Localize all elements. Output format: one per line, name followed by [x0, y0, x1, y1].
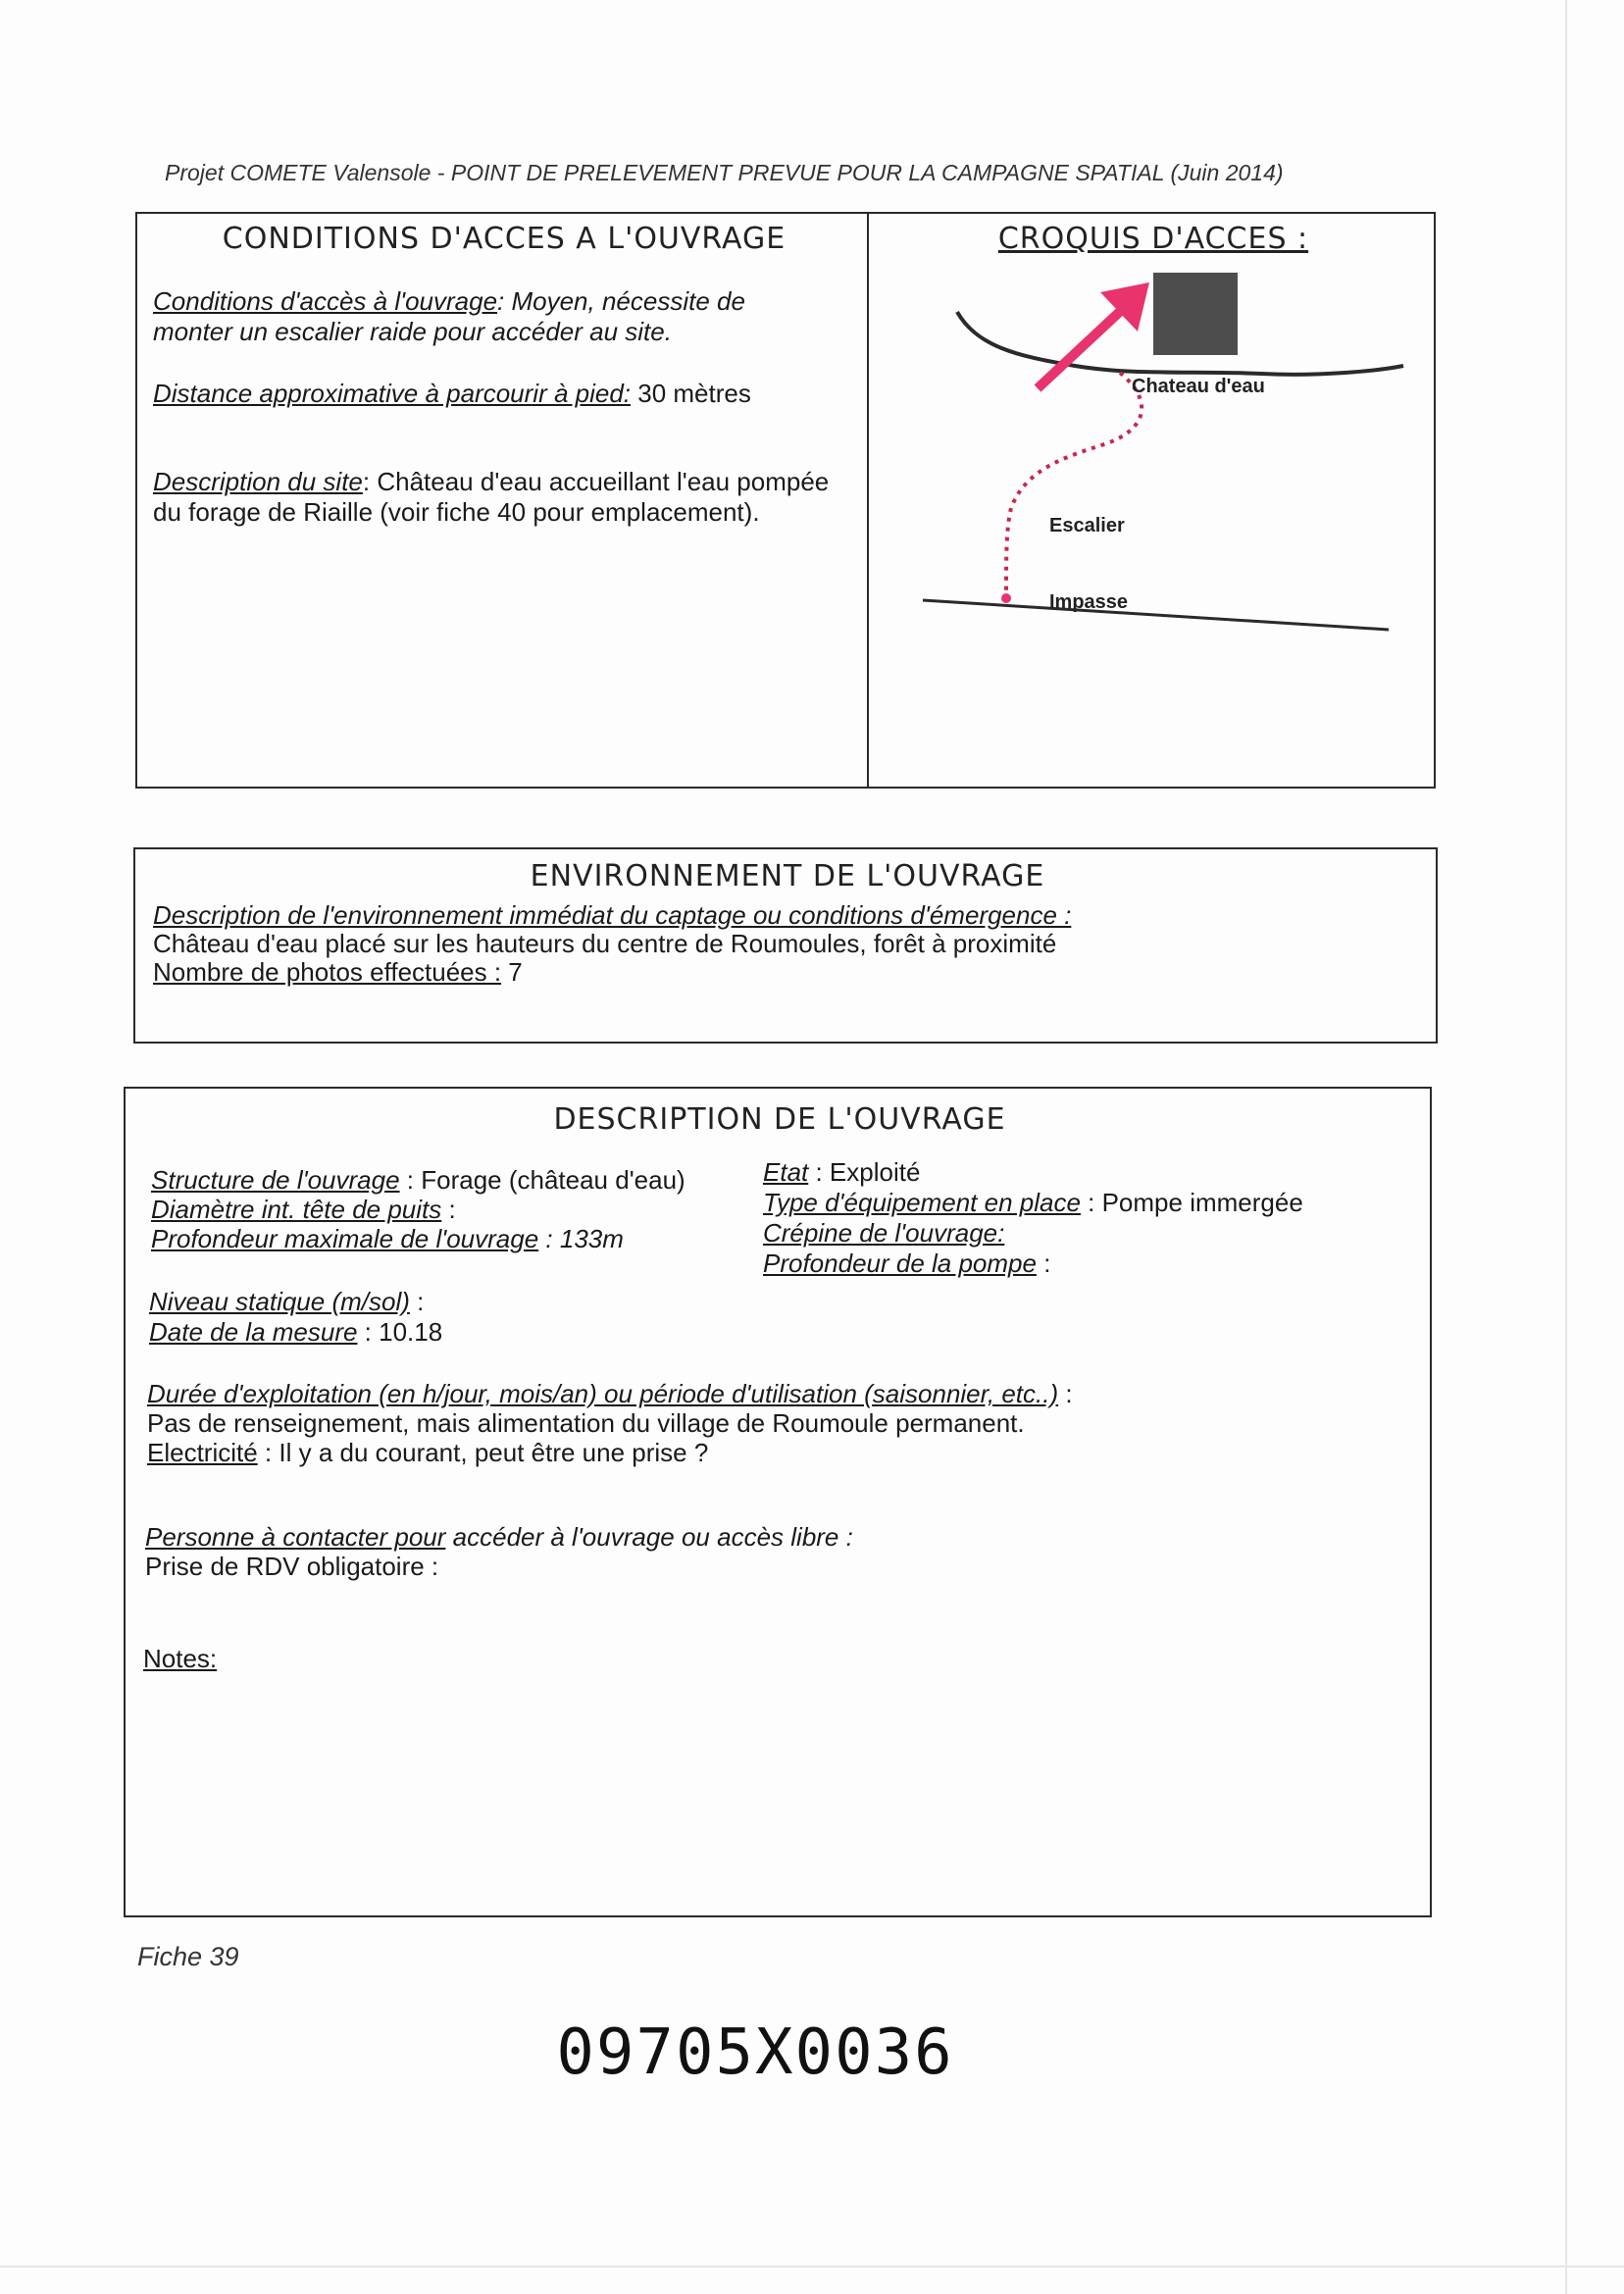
distance-line — [153, 379, 859, 409]
cul-de-sac-label: Impasse — [1049, 591, 1129, 613]
site-value: : Château d'eau accueillant l'eau pompée du forage de Riaille (voir fiche 40 pour emplacement). — [153, 467, 830, 527]
photos-count-line — [153, 957, 1418, 988]
access-conditions-heading: CONDITIONS D'ACCES A L'OUVRAGE — [222, 222, 787, 256]
state-line: Etat : Exploité — [763, 1157, 921, 1187]
scan-edge-bottom — [0, 2266, 1624, 2268]
access-sketch-heading: CROQUIS D'ACCES : — [997, 222, 1309, 256]
access-conditions-text — [153, 286, 820, 347]
access-value: : Moyen, nécessite de monter un escalier raide pour accéder au site. — [153, 286, 745, 346]
photos-count-label: Nombre de photos effectuées : — [153, 957, 502, 987]
appointment-line: Prise de RDV obligatoire : — [145, 1552, 439, 1581]
document-header: Projet COMETE Valensole - POINT DE PRELEVEMENT PREVUE POUR LA CAMPAGNE SPATIAL (Juin 2014) — [165, 160, 1284, 185]
fiche-number: Fiche 39 — [137, 1942, 239, 1971]
measure-date-line: Date de la mesure : 10.18 — [149, 1317, 443, 1347]
access-sketch-box — [867, 212, 1436, 789]
site-description — [153, 467, 859, 528]
pump-depth-line: Profondeur de la pompe : — [763, 1249, 1051, 1278]
distance-label: Distance approximative à parcourir à pied: — [153, 379, 632, 408]
water-tower-shape — [1153, 273, 1238, 355]
cul-de-sac-line — [923, 600, 1389, 630]
environment-description-value: Château d'eau placé sur les hauteurs du centre de Roumoules, forêt à proximité — [153, 929, 1057, 958]
access-sketch-map — [869, 273, 1434, 783]
environment-description-label: Description de l'environnement immédiat du captage ou conditions d'émergence : — [153, 900, 1072, 930]
scan-edge-right — [1565, 0, 1567, 2294]
depth-line: Profondeur maximale de l'ouvrage : 133m — [151, 1224, 624, 1253]
exploitation-duration-text: Pas de renseignement, mais alimentation du village de Roumoule permanent. — [147, 1408, 1025, 1438]
contact-line: Personne à contacter pour accéder à l'ouvrage ou accès libre : — [145, 1522, 853, 1552]
distance-value: 30 mètres — [631, 379, 751, 408]
photos-count-value: 7 — [501, 957, 523, 987]
structure-line: Structure de l'ouvrage : Forage (château d'eau) — [151, 1165, 685, 1195]
structure-description-heading: DESCRIPTION DE L'OUVRAGE — [553, 1102, 1006, 1137]
water-tower-label: Chateau d'eau — [1132, 376, 1265, 397]
diameter-line: Diamètre int. tête de puits : — [151, 1195, 456, 1224]
environment-box — [133, 847, 1438, 1044]
static-level-line: Niveau statique (m/sol) : — [149, 1287, 425, 1316]
staircase-path — [1006, 373, 1142, 592]
notes-label: Notes: — [143, 1644, 218, 1673]
equipment-line: Type d'équipement en place : Pompe immergée — [763, 1188, 1303, 1217]
electricity-line: Electricité : Il y a du courant, peut être une prise ? — [147, 1438, 709, 1467]
access-label: Conditions d'accès à l'ouvrage — [153, 286, 498, 316]
access-conditions-box — [135, 212, 869, 789]
stairs-label: Escalier — [1049, 515, 1125, 536]
exploitation-duration-line: Durée d'exploitation (en h/jour, mois/an) ou période d'utilisation (saisonnier, etc..) : — [147, 1379, 1073, 1408]
reference-code: 09705X0036 — [556, 2016, 954, 2089]
site-label: Description du site — [153, 467, 363, 496]
environment-heading: ENVIRONNEMENT DE L'OUVRAGE — [530, 859, 1045, 893]
access-arrow-shaft — [1038, 306, 1126, 388]
structure-description-box — [124, 1087, 1432, 1917]
strainer-line: Crépine de l'ouvrage: — [763, 1218, 1005, 1248]
stairs-bottom-marker — [1001, 593, 1011, 603]
